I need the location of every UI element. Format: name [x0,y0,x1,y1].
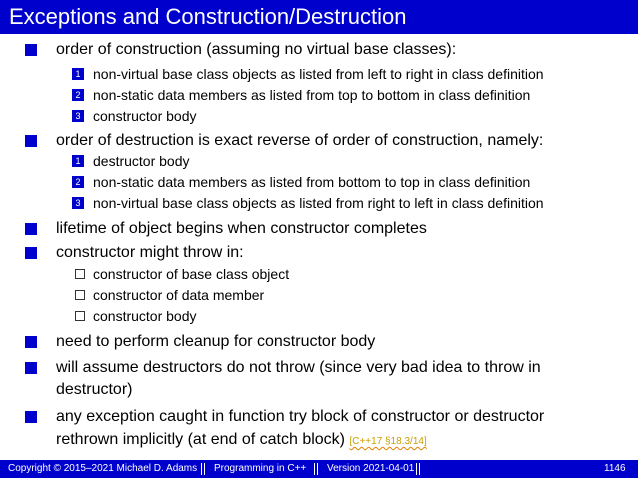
bullet-text: order of destruction is exact reverse of order of construction, namely: [56,132,544,149]
footer-separator [314,463,318,475]
bullet-square-icon [25,44,37,56]
number-badge-3: 3 [72,197,84,209]
sub-bullet-text: destructor body [93,153,190,169]
bullet-text: need to perform cleanup for constructor body [56,333,376,350]
bullet-square-icon [25,135,37,147]
footer-copyright: Copyright © 2015–2021 Michael D. Adams [8,463,198,474]
sub-bullet-text: non-virtual base class objects as listed from left to right in class definition [93,66,544,82]
hollow-square-bullet-icon [75,269,85,279]
number-badge-2: 2 [72,176,84,188]
hollow-square-bullet-icon [75,290,85,300]
bullet-square-icon [25,336,37,348]
bullet-text: lifetime of object begins when constructor completes [56,220,427,237]
sub-bullet-text: non-static data members as listed from top to bottom in class definition [93,87,531,103]
number-badge-3: 3 [72,110,84,122]
hollow-square-bullet-icon [75,311,85,321]
bullet-square-icon [25,223,37,235]
footer-course: Programming in C++ [214,463,307,474]
slide-title-bar [0,0,638,34]
footer-separator [201,463,205,475]
slide-title: Exceptions and Construction/Destruction [9,4,407,29]
slide-footer [0,460,638,478]
number-badge-1: 1 [72,68,84,80]
sub-bullet-text: constructor body [93,308,197,324]
sub-bullet-text: non-virtual base class objects as listed from right to left in class definition [93,195,544,211]
bullet-text: order of construction (assuming no virtual base classes): [56,41,457,58]
bullet-square-icon [25,411,37,423]
page-number: 1146 [604,463,626,474]
sub-bullet-text: constructor of base class object [93,266,290,282]
bullet-text: will assume destructors do not throw (since very bad idea to throw in [56,359,541,376]
bullet-text: any exception caught in function try block of constructor or destructor [56,408,545,425]
bullet-square-icon [25,247,37,259]
number-badge-2: 2 [72,89,84,101]
bullet-text-continued [56,430,427,452]
sub-bullet-text: constructor body [93,108,197,124]
footer-separator [416,463,420,475]
sub-bullet-text: non-static data members as listed from bottom to top in class definition [93,174,531,190]
footer-version: Version 2021-04-01 [327,463,415,474]
bullet-text: constructor might throw in: [56,244,244,261]
bullet-text-line: rethrown implicitly (at end of catch block) [56,431,345,448]
citation-link[interactable]: [C++17 §18.3/14] [349,436,427,447]
bullet-text-continued: destructor) [56,381,133,398]
sub-bullet-text: constructor of data member [93,287,265,303]
number-badge-1: 1 [72,155,84,167]
bullet-square-icon [25,362,37,374]
